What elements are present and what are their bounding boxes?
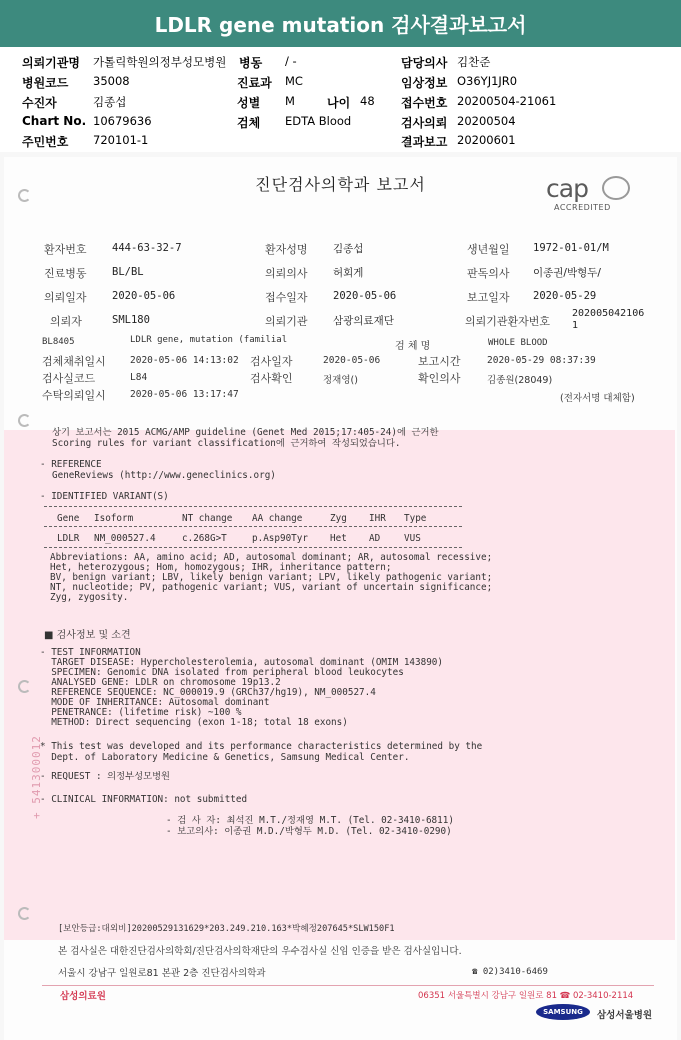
report-title-bar (0, 0, 681, 47)
s1-value-3: 2020-05-29 08:37:39 (487, 355, 596, 366)
s2-label-3: 확인의사 (418, 372, 461, 385)
variant-nt-change: c.268G>T (182, 533, 227, 544)
test-info-line-5: REFERENCE SEQUENCE: NC_000019.9 (GRCh37/hg19), NM_000527.4 (40, 687, 376, 698)
s1-value-1: 2020-05-06 14:13:02 (130, 355, 239, 366)
variant-col-isoform: Isoform (94, 513, 134, 524)
sex-label: 성별 (237, 96, 261, 110)
reference-heading: - REFERENCE (40, 459, 102, 470)
r3-value-3: 2020-05-29 (533, 290, 597, 302)
r1-value-2: 김종섭 (333, 243, 364, 255)
intro-line-2: Scoring rules for variant classification에 근거하여 작성되었습니다. (52, 438, 401, 449)
test-info-line-1: - TEST INFORMATION (40, 647, 141, 658)
variant-heading: - IDENTIFIED VARIANT(S) (40, 491, 169, 502)
test-info-line-8: METHOD: Direct sequencing (exon 1-18; total 18 exons) (40, 717, 348, 728)
hospital-label: 의뢰기관명 (22, 56, 80, 70)
abbr-line-4: NT, nucleotide; PV, pathogenic variant; VUS, variant of uncertain significance; (50, 582, 493, 593)
side-serial-number: + 541300012 (30, 735, 43, 819)
test-info-line-2: TARGET DISEASE: Hypercholesterolemia, autosomal dominant (OMIM 143890) (40, 657, 443, 668)
dept-label: 진료과 (237, 76, 272, 90)
test-name: LDLR gene, mutation (familial (130, 335, 288, 345)
r2-label-3: 판독의사 (467, 267, 510, 280)
variant-col-zyg: Zyg (330, 513, 347, 524)
s2-value-2: 정재영() (323, 375, 358, 386)
examiner-line: - 검 사 자: 최석진 M.T./정재영 M.T. (Tel. 02-3410-6811) (166, 815, 454, 826)
rrn-label: 주민번호 (22, 135, 69, 149)
variant-col-gene: Gene (57, 513, 80, 524)
doctor-value: 김찬준 (457, 55, 491, 69)
punch-hole-icon (18, 680, 31, 693)
r2-value-2: 허회게 (333, 267, 364, 279)
specimen-name-value: WHOLE BLOOD (488, 338, 548, 348)
r2-label-2: 의뢰의사 (265, 267, 308, 280)
s1-label-1: 검체채취일시 (42, 355, 106, 368)
ward-value: / - (285, 54, 297, 68)
variant-ihr: AD (369, 533, 381, 544)
r1-label-2: 환자성명 (265, 243, 308, 256)
r4-label-2: 의뢰기관 (265, 315, 308, 328)
r3-value-1: 2020-05-06 (112, 290, 176, 302)
request-line: - REQUEST : 의정부성모병원 (40, 771, 171, 782)
patient-info-block (0, 48, 681, 152)
intro-line-1: 상기 보고서는 2015 ACMG/AMP guideline (Genet Med 2015;17:405-24)에 근거한 (52, 427, 439, 438)
r2-value-1: BL/BL (112, 266, 144, 278)
r3-value-2: 2020-05-06 (333, 290, 397, 302)
patient-label: 수진자 (22, 96, 57, 110)
variant-rule-top (44, 506, 462, 507)
r2-label-1: 진료병동 (44, 267, 87, 280)
abbr-line-2: Het, heterozygous; Hom, homozygous; IHR, inheritance pattern; (50, 562, 392, 573)
patient-value: 김종섭 (93, 95, 127, 109)
specimen-value: EDTA Blood (285, 114, 352, 128)
footer-brand-right: 삼성서울병원 (597, 1010, 653, 1021)
reference-value: GeneReviews (http://www.geneclinics.org) (52, 470, 276, 481)
variant-col-ihr: IHR (369, 513, 386, 524)
request-label: 검사의뢰 (401, 116, 448, 130)
variant-rule-bottom (44, 547, 462, 548)
variant-col-aa: AA change (252, 513, 303, 524)
samsung-logo-text: SAMSUNG (543, 1008, 583, 1016)
test-info-line-7: PENETRANCE: (lifetime risk) ~100 % (40, 707, 242, 718)
footer-brand-left: 삼성의료원 (60, 991, 106, 1002)
s2-label-2: 검사확인 (250, 372, 293, 385)
s1-label-3: 보고시간 (418, 355, 461, 368)
phone-line: ☎ 02)3410-6469 (472, 967, 548, 977)
chart-label: Chart No. (22, 114, 87, 128)
punch-hole-icon (18, 414, 31, 427)
hospital-value: 가톨릭학원의정부성모병원 (93, 55, 227, 69)
ward-label: 병동 (239, 56, 263, 70)
cap-accredited-logo (546, 174, 636, 214)
security-line: [보안등급:대외비]20200529131629*203.249.210.163*박혜정207645*SLW150F1 (58, 924, 395, 934)
report-value: 20200601 (457, 133, 516, 147)
specimen-label: 검체 (237, 116, 261, 130)
s1-value-2: 2020-05-06 (323, 355, 381, 366)
s1-label-2: 검사일자 (250, 355, 293, 368)
specimen-name-label: 검 체 명 (395, 341, 431, 352)
abbr-line-1: Abbreviations: AA, amino acid; AD, autosomal dominant; AR, autosomal recessive; (50, 552, 493, 563)
r4-label-1: 의뢰자 (50, 315, 82, 328)
code-line: BL8405 (42, 337, 75, 347)
age-label: 나이 (327, 96, 351, 110)
r1-label-3: 생년월일 (467, 243, 510, 256)
dev-note-1: * This test was developed and its performance characteristics determined by the (40, 741, 483, 752)
footer-rule (42, 985, 654, 986)
request-value: 20200504 (457, 114, 516, 128)
doctor-label: 담당의사 (401, 56, 448, 70)
dept-value: MC (285, 74, 303, 88)
r4-value-1: SML180 (112, 314, 150, 326)
s2-value-3: 김종원(28049) (487, 375, 553, 386)
variant-aa-change: p.Asp90Tyr (252, 533, 308, 544)
cap-logo-word: cap (546, 174, 588, 203)
receipt-value: 20200504-21061 (457, 94, 557, 108)
r2-value-3: 이종권/박형두/ (533, 267, 601, 279)
clinical-info-line: - CLINICAL INFORMATION: not submitted (40, 794, 248, 805)
esign-note: (전자서명 대체함) (560, 393, 635, 404)
s2-label-1: 검사실코드 (42, 372, 96, 385)
r3-label-1: 의뢰일자 (44, 291, 87, 304)
sex-value: M (285, 94, 295, 108)
variant-isoform: NM_000527.4 (94, 533, 156, 544)
rrn-value: 720101-1 (93, 133, 149, 147)
r3-label-2: 접수일자 (265, 291, 308, 304)
r1-value-1: 444-63-32-7 (112, 242, 182, 254)
s2-value-1: L84 (130, 372, 148, 383)
variant-gene: LDLR (57, 533, 80, 544)
variant-type: VUS (404, 533, 421, 544)
punch-hole-icon (18, 907, 31, 920)
cap-accredited-text: ACCREDITED (554, 203, 611, 212)
r4-value-3b: 1 (572, 320, 579, 331)
section-heading: ■ 검사정보 및 소견 (44, 630, 131, 641)
report-label: 결과보고 (401, 135, 448, 149)
s3-label-1: 수탁의뢰일시 (42, 389, 106, 402)
r4-value-2: 삼광의료재단 (333, 315, 394, 327)
scanned-report (0, 152, 681, 1040)
r1-value-3: 1972-01-01/M (533, 242, 609, 254)
doc-title: 진단검사의학과 보고서 (255, 175, 426, 194)
variant-zyg: Het (330, 533, 347, 544)
variant-rule-mid (44, 526, 462, 527)
cap-seal-icon (602, 176, 630, 200)
footer-address: 06351 서울특별시 강남구 일원로 81 ☎ 02-3410-2114 (418, 991, 634, 1001)
certification-line: 본 검사실은 대한진단검사의학회/진단검사의학재단의 우수검사실 신임 인증을 받은 검사실입니다. (58, 946, 462, 957)
test-info-line-3: SPECIMEN: Genomic DNA isolated from peripheral blood leukocytes (40, 667, 404, 678)
r3-label-3: 보고일자 (467, 291, 510, 304)
r1-label-1: 환자번호 (44, 243, 87, 256)
abbr-line-3: BV, benign variant; LBV, likely benign variant; LPV, likely pathogenic variant; (50, 572, 493, 583)
variant-col-type: Type (404, 513, 427, 524)
chart-value: 10679636 (93, 114, 152, 128)
address-line: 서울시 강남구 일원로81 본관 2층 진단검사의학과 (58, 968, 266, 979)
report-title: LDLR gene mutation 검사결과보고서 (154, 13, 527, 37)
samsung-logo (536, 1004, 590, 1020)
r4-label-3: 의뢰기관환자번호 (465, 315, 551, 328)
receipt-label: 접수번호 (401, 96, 448, 110)
clinical-label: 임상정보 (401, 76, 448, 90)
reporter-line: - 보고의사: 이종권 M.D./박형두 M.D. (Tel. 02-3410-0290) (166, 826, 452, 837)
test-info-line-4: ANALYSED GENE: LDLR on chromosome 19p13.2 (40, 677, 281, 688)
hospcode-label: 병원코드 (22, 76, 69, 90)
test-info-line-6: MODE OF INHERITANCE: Autosomal dominant (40, 697, 270, 708)
hospcode-value: 35008 (93, 74, 130, 88)
age-value: 48 (360, 94, 375, 108)
dev-note-2: Dept. of Laboratory Medicine & Genetics, Samsung Medical Center. (40, 752, 410, 763)
clinical-value: O36YJ1JR0 (457, 74, 518, 88)
s3-value-1: 2020-05-06 13:17:47 (130, 389, 239, 400)
r4-value-3a: 202005042106 (572, 308, 645, 319)
variant-col-nt: NT change (182, 513, 233, 524)
abbr-line-5: Zyg, zygosity. (50, 592, 129, 603)
